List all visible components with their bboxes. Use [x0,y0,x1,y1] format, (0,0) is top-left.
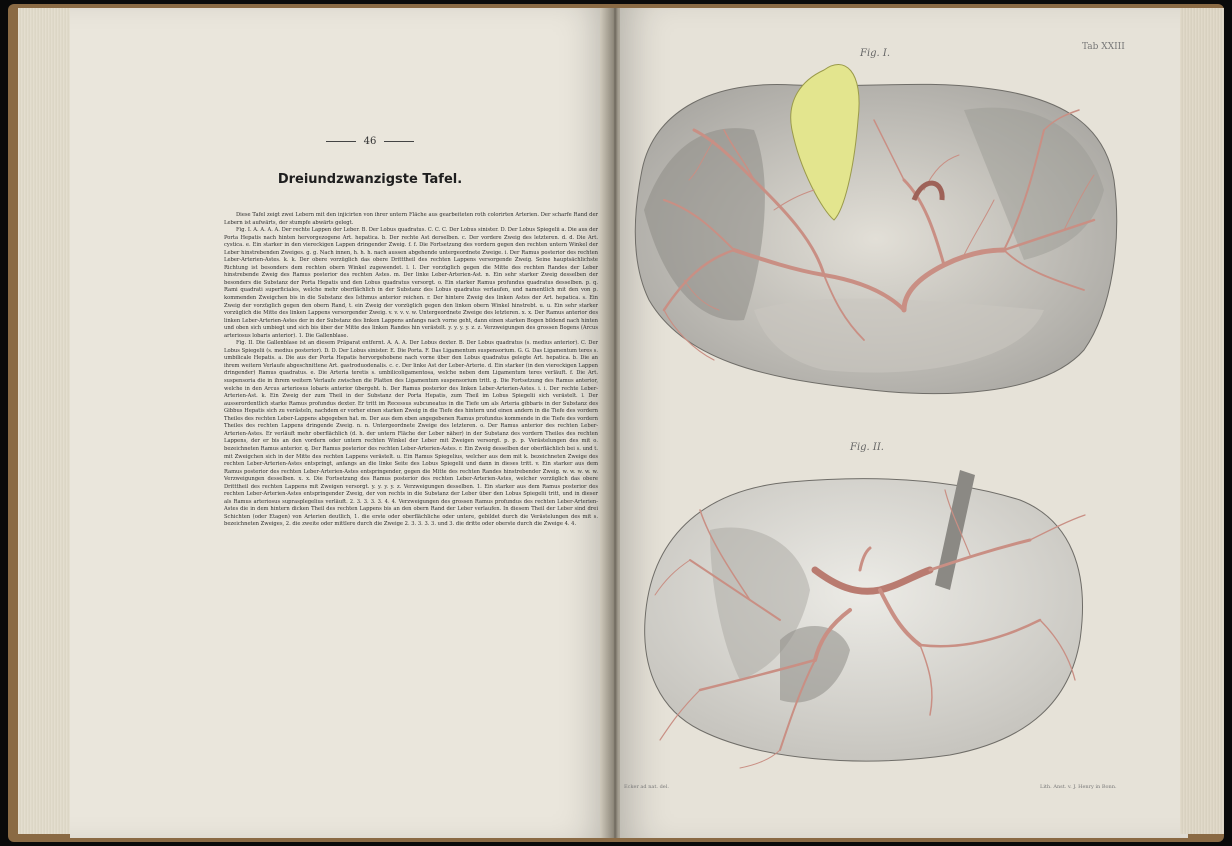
credit-artist: Ecker ad nat. del. [624,784,669,790]
page-number: 46 [140,136,600,147]
liver-outline-2 [645,479,1083,761]
fig2-label: Fig. II. [850,442,884,453]
page-title: Dreiundzwanzigste Tafel. [277,172,463,187]
credit-lithographer: Lith. Anst. v. J. Henry in Bonn. [1040,784,1117,790]
fig1-illustration [624,60,1124,410]
plate-description [224,212,598,529]
left-page-edges [18,8,78,834]
fig2-illustration [630,470,1120,770]
right-page-edges [1180,8,1224,834]
plate-number: Tab XXIII [1082,42,1125,52]
intro-paragraph: Diese Tafel zeigt zwei Lebern mit den injicirten von ihrer untern Fläche aus gearbeiteten roth colorirten Arterien. Der scharfe Rand der Lebern ist aufwärts, der stumpfe abwärts gelegt. [224,212,598,226]
fig2-paragraph: Fig. II. Die Gallenblase ist an diesem Präparat entfernt. A. A. A. Der Lobus dexter. B. Der Lobus quadratus (s. medius anterior). C. Der Lobus Spiegelii (s. medius posterior). D. D. Der Lobus sinister. E. Die Porta. F. Das Ligamentum suspensorium. G. G. Das Ligamentum teres s. umbilicale Hepatis. a. Die aus der Porta Hepatis hervorgehobene nach vorne über den Lobus quadratus gelegte Art. hepatica. b. Die an ihrem weitern Verlaufe abgeschnittene Art. gastroduodenalis. c. c. Der linke Ast der Leber-Arterie. d. Ein starker (in den viereckigen Lappen dringender) Ramus quadratus. e. Die Arteria teretis s. umbilicoligamentosa, welche neben dem Ligamentum teres verläuft. f. Die Art. suspensoria die in ihrem weitern Verlaufe zwischen die Platten des Ligamentum suspensorium tritt. g. Die Fortsetzung des Ramus anterior, welche in den Arcus arteriosus lobaris anterior übergeht. h. Der Ramus posterior des linken Leber-Arterien-Astes. i. i. Der rechte Leber-Arterien-Ast. k. Ein Zweig der zum Theil in der Substanz der Porta Hepatis, zum Theil im Lobus Spiegelii sich verästelt. l. Der ausserordentlich starke Ramus profundus dexter. Er tritt im Recessus subcuneatus in die Tiefe um als Arteria gibbaris in der Substanz des Gibbus Hepatis sich zu verästeln, nachdem er vorher einen starken Zweig in die Tiefe des hintern und einen andern in die Tiefe des vordern Theiles des rechten Leber-Lappens abgegeben hat. m. Der aus dem eben angegebenen Ramus profundus kommende in die Tiefe des vordern Theiles des rechten Lappens dringende Zweig. n. n. Untergeordnete Zweige des letzteren. o. Der Ramus anterior des rechten Leber-Arterien-Astes. Er verläuft mehr oberflächlich (d. h. der untern Fläche der Leber näher) in der Substanz des vordern Theiles des rechten Lappens, der er bis an den vordern oder untern rechten Winkel der Leber mit Zweigen versorgt. p. p. p. Verästelungen des mit o. bezeichneten Ramus anterior. q. Der Ramus posterior des rechten Leber-Arterien-Astes. r. Ein Zweig desselben der oberflächlich bei s. und t. mit Zweigchen sich in der Mitte des rechten Lappens verästelt. u. Ein Ramus Spiegelius, welcher aus dem mit k. bezeichneten Zweige des rechten Leber-Arterien-Astes entspringt, anfangs an die linke Seite des Lobus Spiegelii und dann in dieses tritt. v. Ein starker aus dem Ramus posterior des rechten Leber-Arterien-Astes entspringender, gegen die Mitte des rechten Randes hinstrebender Zweig. w. w. w. w. w. Verzweigungen desselben. x. x. Die Fortsetzung des Ramus posterior des rechten Leber-Arterien-Astes, welcher vorzüglich das obere Dritttheil des rechten Lappens mit Zweigen versorgt. y. y. y. y. z. Verzweigungen desselben. 1. Ein starker aus dem Ramus posterior des rechten Leber-Arterien-Astes entspringender Zweig, der von rechts in die Substanz der Leber über den Lobus Spiegelii tritt, und in dieser als Ramus arteriosus suprasplegelius verläuft. 2. 3. 3. 3. 3. 4. 4. Verzweigungen des grossen Ramus profundus des rechten Leber-Arterien-Astes die in dem hintern dicken Theil des rechten Lappens bis an den obern Rand der Leber verlaufen. In diesem Theil der Leber sind drei Schichten (oder Etagen) von Arterien deutlich, 1. die erste oder oberflächliche oder untere, gebildet durch die Verästelungen des mit s. bezeichneten Zweiges, 2. die zweite oder mittlere durch die Zweige 2. 3. 3. 3. 3. und 3. die dritte oder oberste durch die Zweige 4. 4. [224,340,598,528]
fig1-label: Fig. I. [860,48,891,59]
fig1-paragraph: Fig. I. A. A. A. A. Der rechte Lappen der Leber. B. Der Lobus quadratus. C. C. C. Der Lobus sinister. D. Der Lobus Spiegelii a. Die aus der Porta Hepatis nach hinten hervorgezogene Art. hepatica. b. Der rechte Ast derselben. c. Der vordere Zweig des letzteren. d. d. Die Art. cystica. e. Ein starker in den viereckigen Lappen dringender Zweig. f. f. Die Fortsetzung des vordern gegen den rechten untern Winkel der Leber hinstrebenden Zweiges. g. g. Nach innen, h. h. h. nach aussen abgehende untergeordnete Zweige. i. Der Ramus posterior des rechten Leber-Arterien-Astes. k. k. Der obere vorzüglich das obere Dritttheil des rechten Lappens versorgende Zweig. Seine hauptsächlichste Richtung ist besonders dem rechten obern Winkel zugewendet. l. l. Der vorzüglich gegen die Mitte des rechten Randes der Leber hinstrebende Zweig des Ramus posterior des rechten Astes. m. Der linke Leber-Arterien-Ast. n. Ein sehr starker Zweig desselben der besonders die Substanz der Porta Hepatis und den Lobus quadratus versorgt. o. Ein starker Ramus profundus quadratus desselben. p. q. Rami quadrati superficiales, welche mehr oberflächlich in der Substanz des Lobus quadratus verlaufen, und namentlich mit den von p. kommenden Zweigchen bis in die Substanz des Isthmus anterior reichen. r. Der hintere Zweig des linken Astes der Art. hepatica. s. Ein Zweig der vorzüglich gegen den obern Rand, t. ein Zweig der vorzüglich gegen den linken obern Winkel hinstrebt. u. u. Ein sehr starker vorzüglich die Mitte des linken Lappens versorgender Zweig. v. v. v. v. w. Untergeordnete Zweige des letzteren. x. x. Der Ramus anterior des linken Leber-Arterien-Astes der in der Substanz des linken Lappens anfangs nach vorne geht, dann einen starken Bogen bildend nach hinten und oben sich umbiegt und sich bis über der Mitte des linken Randes hin verästelt. y. y. y. y. z. z. Verzweigungen des grossen Bogens (Arcus arteriosus lobaris anterior). 1. Die Gallenblase. [224,227,598,339]
